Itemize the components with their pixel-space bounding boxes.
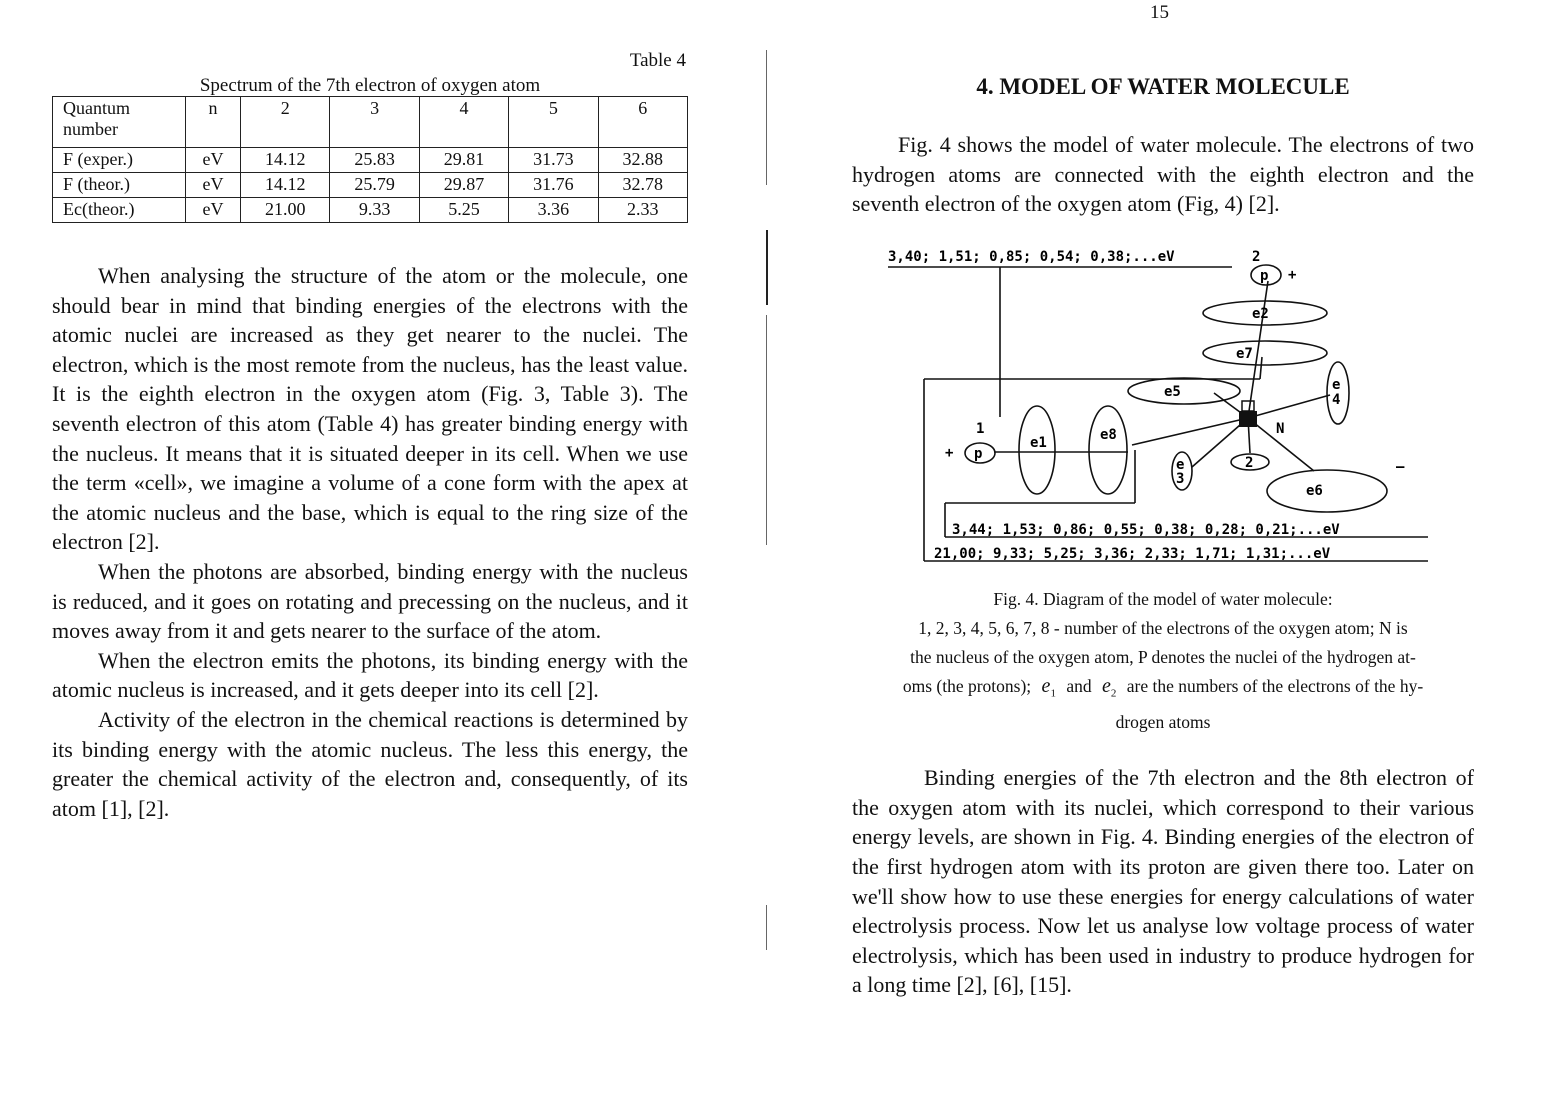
top-energy-label: 3,40; 1,51; 0,85; 0,54; 0,38;...eV [888, 248, 1175, 265]
page-number: 15 [1150, 2, 1169, 23]
paragraph: When the photons are absorbed, binding energy with the nucleus is reduced, and it goes on rotating and precessing on the nucleus, and it moves away from it and gets nearer to the surface of the atom. [52, 558, 688, 644]
caption-symbol: e [1041, 674, 1051, 697]
e5-label: e5 [1164, 383, 1181, 400]
e3-label-e: e [1176, 456, 1185, 473]
caption-symbol: e [1101, 674, 1111, 697]
table-cell: F (exper.) [53, 148, 186, 173]
water-molecule-diagram [852, 245, 1474, 585]
table-cell: 21.00 [241, 198, 330, 223]
energy-levels-8th-label: 3,44; 1,53; 0,86; 0,55; 0,38; 0,28; 0,21;...eV [952, 521, 1340, 538]
table-header-cell: n [186, 97, 241, 148]
gutter-line [766, 315, 767, 545]
caption-line: drogen atoms [1115, 712, 1211, 733]
gutter-line [766, 50, 767, 185]
e7-label: e7 [1236, 345, 1253, 362]
table-header-cell: 6 [598, 97, 687, 148]
oxygen-2-label: 2 [1245, 454, 1254, 471]
table-cell: 3.36 [509, 198, 598, 223]
table-cell: eV [186, 198, 241, 223]
proton-2-label: p [1260, 267, 1269, 284]
table-row [53, 198, 688, 223]
e8-label: e8 [1100, 426, 1117, 443]
paragraph: Binding energies of the 7th electron and the 8th electron of the oxygen atom with its nuclei, which correspond to their various energy levels, are shown in Fig. 4. Binding energies of the electron of the first hydrogen atom with its proton are given there too. Later on we'll show how to use these energies for energy calculations of water electrolysis process. Now let us analyse low voltage process of water electrolysis, which has been used in industry to produce hydrogen for a long time [2], [6], [15]. [852, 765, 1474, 998]
oxygen-nucleus [1239, 411, 1257, 427]
electron-e7 [1203, 341, 1327, 365]
proton-1-charge: + [945, 444, 954, 461]
table-cell: 9.33 [330, 198, 419, 223]
e1-label: e1 [1030, 434, 1047, 451]
e6-label: e6 [1306, 482, 1323, 499]
table-cell: eV [186, 173, 241, 198]
hydrogen-1-number: 1 [976, 420, 985, 437]
table-header-cell: 2 [241, 97, 330, 148]
table-cell: F (theor.) [53, 173, 186, 198]
figure-caption [852, 585, 1474, 738]
table-cell: 5.25 [419, 198, 508, 223]
caption-text: and [1066, 675, 1092, 696]
caption-subscript: 1 [1050, 687, 1056, 700]
caption-line: the nucleus of the oxygen atom, P denotes the nuclei of the hydrogen at- [910, 646, 1416, 667]
e2-label: e2 [1252, 305, 1269, 322]
table-cell: Ec(theor.) [53, 198, 186, 223]
table-cell: 31.76 [509, 173, 598, 198]
right-page [852, 60, 1474, 1000]
left-body-text [52, 261, 688, 823]
intro-paragraph: Fig. 4 shows the model of water molecule. The electrons of two hydrogen atoms are connected with the eighth electron and the seventh electron of the oxygen atom (Fig, 4) [2]. [852, 132, 1474, 217]
gutter-line [766, 905, 767, 950]
table-cell: 14.12 [241, 173, 330, 198]
table-cell: 31.73 [509, 148, 598, 173]
table-caption: Spectrum of the 7th electron of oxygen atom [199, 75, 541, 96]
table-row [53, 148, 688, 173]
table-cell: 32.78 [598, 173, 687, 198]
nucleus-marker [1242, 401, 1254, 411]
connector-line [1132, 418, 1248, 445]
right-body-text [852, 763, 1474, 1000]
table-number: Table 4 [629, 50, 686, 71]
paragraph: Activity of the electron in the chemical reactions is determined by its binding energy with the atomic nucleus. The less this energy, the greater the chemical activity of the electron and, consequently, of its atom [1], [2]. [52, 706, 688, 821]
e4-label-4: 4 [1332, 391, 1341, 408]
table-cell: 2.33 [598, 198, 687, 223]
hydrogen-2-number: 2 [1252, 248, 1261, 265]
table-row [53, 173, 688, 198]
electron-e8 [1089, 406, 1127, 494]
table-header-cell: 4 [419, 97, 508, 148]
caption-text: are the numbers of the electrons of the hy- [1126, 675, 1424, 696]
proton-2-charge: + [1288, 266, 1297, 283]
table-cell: eV [186, 148, 241, 173]
caption-subscript: 2 [1110, 687, 1117, 700]
caption-title: Fig. 4. Diagram of the model of water molecule: [993, 588, 1333, 609]
nucleus-label: N [1276, 420, 1285, 437]
table-header-cell: 5 [509, 97, 598, 148]
left-page [52, 50, 688, 823]
caption-text: oms (the protons); [902, 675, 1032, 696]
water-molecule-figure [852, 245, 1474, 585]
energy-levels-7th-label: 21,00; 9,33; 5,25; 3,36; 2,33; 1,71; 1,31;...eV [934, 545, 1331, 562]
electron-e5 [1128, 378, 1240, 404]
gutter-line [766, 230, 768, 305]
table-header-row [53, 97, 688, 148]
table-cell: 25.79 [330, 173, 419, 198]
caption-line: 1, 2, 3, 4, 5, 6, 7, 8 - number of the electrons of the oxygen atom; N is [918, 617, 1408, 638]
table-cell: 14.12 [241, 148, 330, 173]
table-cell: 29.87 [419, 173, 508, 198]
e4-label-e: e [1332, 376, 1341, 393]
table-header-cell: Quantum number [53, 97, 186, 148]
table-cell: 32.88 [598, 148, 687, 173]
proton-1-label: p [974, 445, 983, 462]
spectrum-table [52, 96, 688, 223]
electron-e6 [1267, 470, 1387, 512]
table-cell: 25.83 [330, 148, 419, 173]
e6-charge: – [1396, 458, 1405, 475]
table-cell: 29.81 [419, 148, 508, 173]
section-title: 4. MODEL OF WATER MOLECULE [976, 74, 1350, 99]
connector-line [1260, 357, 1262, 379]
table-header-cell: 3 [330, 97, 419, 148]
caption-line [852, 672, 1474, 709]
paragraph: When analysing the structure of the atom or the molecule, one should bear in mind that binding energies of the electrons with the atomic nuclei are increased as they get nearer to the nuclei. The electron, which is the most remote from the nucleus, has the least value. It is the eighth electron in the oxygen atom (Fig. 3, Table 3). The seventh electron of this atom (Table 4) has greater binding energy with the nucleus. It means that it is situated deeper in its cell. When we use the term «cell», we imagine a volume of a cone form with the apex at the atomic nucleus and the base, which is equal to the ring size of the electron [2]. [52, 263, 688, 555]
e3-label-3: 3 [1176, 470, 1185, 487]
connector-line [1248, 395, 1330, 418]
paragraph: When the electron emits the photons, its binding energy with the atomic nucleus is increased, and it gets deeper into its cell [2]. [52, 647, 688, 703]
